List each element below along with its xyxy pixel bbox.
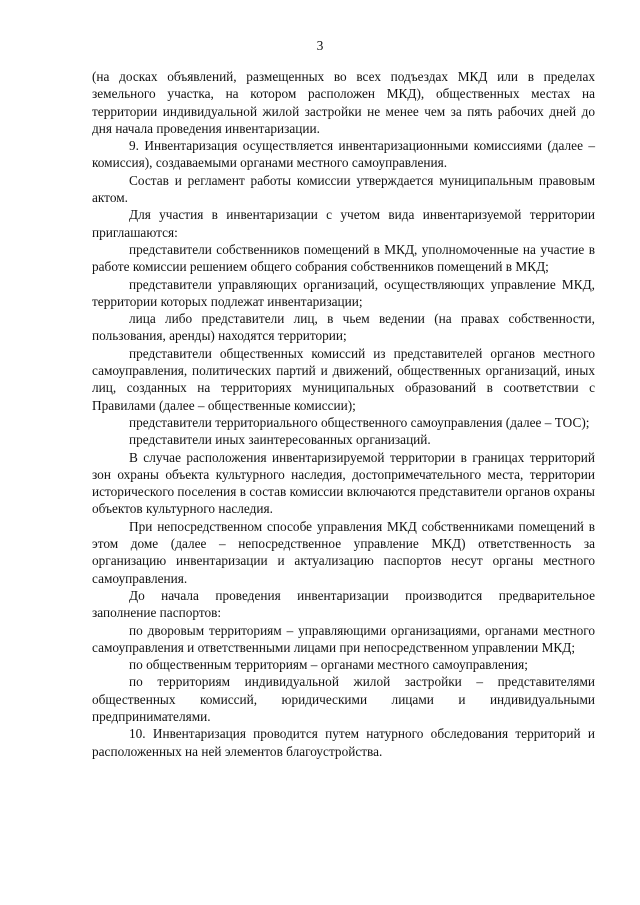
page-number: 3 [316, 38, 324, 53]
paragraph-cultural-heritage: В случае расположения инвентаризируемой территории в границах территорий зон охраны объекта культурного наследия, достопримечательного места, территории исторического поселения в состав комиссии включаются представители органов охраны объектов культурного наследия. [92, 449, 595, 517]
paragraph-commission-composition: Состав и регламент работы комиссии утверждается муниципальным правовым актом. [92, 172, 595, 206]
list-item-other-organizations: представители иных заинтересованных организаций. [129, 432, 431, 448]
list-item-public-commissions: представители общественных комиссий из представителей органов местного самоуправления, политических партий и движений, общественных организаций, иных лиц, созданных на территориях муниципальных образований в соответствии с Правилами (далее – общественные комиссии); [92, 345, 595, 413]
paragraph-item-9: 9. Инвентаризация осуществляется инвентаризационными комиссиями (далее – комиссия), создаваемыми органами местного самоуправления. [92, 138, 595, 171]
list-item-management-companies: представители управляющих организаций, осуществляющих управление МКД, территории которых подлежат инвентаризации; [92, 276, 595, 309]
list-item-tos: представители территориального общественного самоуправления (далее – ТОС); [129, 414, 590, 430]
paragraph-preliminary-filling: До начала проведения инвентаризации производится предварительное заполнение паспортов: [92, 587, 595, 621]
list-item-owners-representatives: представители собственников помещений в МКД, уполномоченные на участие в работе комиссии решением общего собрания собственников помещений в МКД; [92, 241, 595, 275]
list-item-public-territories: по общественным территориям – органами местного самоуправления; [129, 657, 528, 673]
paragraph-invited-intro: Для участия в инвентаризации с учетом вида инвентаризуемой территории приглашаются: [92, 207, 595, 240]
document-body [92, 68, 595, 760]
list-item-territory-holders: лица либо представители лиц, в чьем ведении (на правах собственности, пользования, аренды) находятся территории; [92, 311, 595, 344]
paragraph-continuation: (на досках объявлений, размещенных во всех подъездах МКД или в пределах земельного участка, на котором расположен МКД), общественных местах на территории индивидуальной жилой застройки не менее чем за пять рабочих дней до дня начала проведения инвентаризации. [92, 69, 595, 136]
paragraph-direct-management: При непосредственном способе управления МКД собственниками помещений в этом доме (далее – непосредственное управление МКД) ответственность за организацию инвентаризации и актуализацию паспортов несут органы местного самоуправления. [92, 518, 595, 586]
paragraph-item-10: 10. Инвентаризация проводится путем натурного обследования территорий и расположенных на ней элементов благоустройства. [92, 726, 595, 759]
list-item-courtyard-territories: по дворовым территориям – управляющими организациями, органами местного самоуправления и ответственными лицами при непосредственном управлении МКД; [92, 622, 595, 655]
list-item-private-housing-territories: по территориям индивидуальной жилой застройки – представителями общественных комиссий, юридическими лицами и индивидуальными предпринимателями. [92, 674, 595, 724]
